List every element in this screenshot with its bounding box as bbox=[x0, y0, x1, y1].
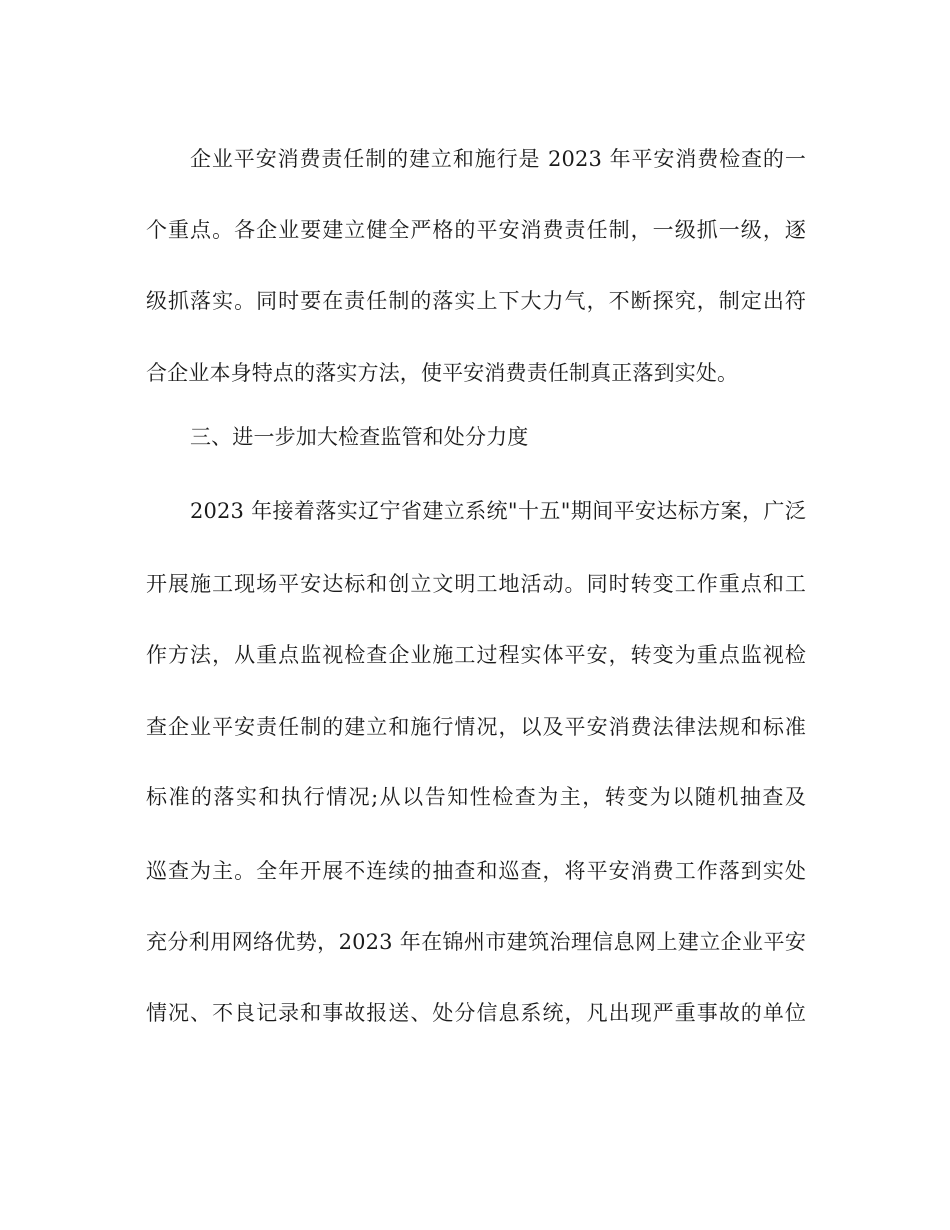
paragraph-1-line-4: 合企业本身特点的落实方法，使平安消费责任制真正落到实处。 bbox=[146, 361, 739, 385]
paragraph-2-line-4: 查企业平安责任制的建立和施行情况，以及平安消费法律法规和标准 bbox=[146, 715, 806, 739]
paragraph-1-line-2: 个重点。各企业要建立健全严格的平安消费责任制，一级抓一级，逐 bbox=[146, 218, 806, 242]
paragraph-2-line-2: 开展施工现场平安达标和创立文明工地活动。同时转变工作重点和工 bbox=[146, 572, 806, 596]
paragraph-2-line-8: 情况、不良记录和事故报送、处分信息系统，凡出现严重事故的单位 bbox=[146, 1001, 806, 1025]
paragraph-2-line-7: 充分利用网络优势，2023 年在锦州市建筑治理信息网上建立企业平安 bbox=[146, 930, 806, 954]
paragraph-2-line-5: 标准的落实和执行情况;从以告知性检查为主，转变为以随机抽查及 bbox=[146, 785, 806, 809]
paragraph-1-line-1: 企业平安消费责任制的建立和施行是 2023 年平安消费检查的一 bbox=[190, 147, 806, 171]
paragraph-1-line-3: 级抓落实。同时要在责任制的落实上下大力气，不断探究，制定出符 bbox=[146, 289, 806, 313]
paragraph-2-line-3: 作方法，从重点监视检查企业施工过程实体平安，转变为重点监视检 bbox=[146, 643, 806, 667]
section-heading: 三、进一步加大检查监管和处分力度 bbox=[190, 425, 529, 449]
paragraph-2-line-6: 巡查为主。全年开展不连续的抽查和巡查，将平安消费工作落到实处 bbox=[146, 859, 806, 883]
paragraph-2-line-1: 2023 年接着落实辽宁省建立系统"十五"期间平安达标方案，广泛 bbox=[190, 499, 806, 523]
